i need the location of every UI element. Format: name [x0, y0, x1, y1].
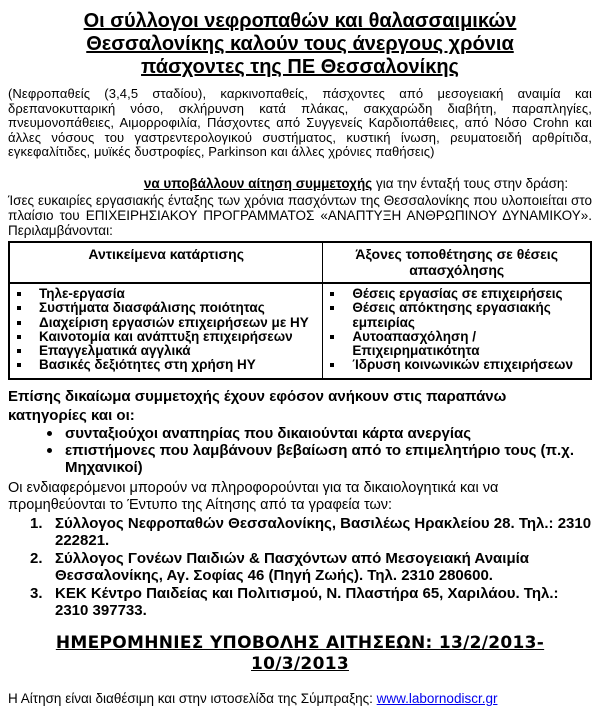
list-item: Ίδρυση κοινωνικών επιχειρήσεων — [325, 358, 588, 372]
offices-list — [8, 515, 592, 620]
list-item: Τηλε-εργασία — [12, 287, 320, 301]
office-item-3: ΚΕΚ Κέντρο Παιδείας και Πολιτισμού, Ν. Πλαστήρα 65, Χαριλάου. Τηλ.: 2310 397733. — [55, 584, 559, 620]
list-item: Θέσεις εργασίας σε επιχειρήσεις — [325, 287, 588, 301]
deadline-heading — [8, 633, 592, 675]
training-placement-table — [8, 241, 592, 380]
list-item: Καινοτομία και ανάπτυξη επιχειρήσεων — [12, 330, 320, 344]
list-item: Διαχείριση εργασιών επιχειρήσεων με ΗΥ — [12, 316, 320, 330]
table-body — [9, 283, 591, 379]
placement-items-list — [325, 287, 588, 373]
call-to-action-rest: για την ένταξή τους στην δράση: — [372, 175, 569, 191]
call-to-action-line — [8, 176, 592, 191]
title-line-3: πάσχοντες της ΠΕ Θεσσαλονίκης — [141, 56, 459, 78]
title-line-2: Θεσσαλονίκης καλούν τους άνεργους χρόνια — [86, 33, 514, 55]
call-to-action-emphasis: να υποβάλλουν αίτηση συμμετοχής — [143, 175, 373, 191]
footer-text: Η Αίτηση είναι διαθέσιμη και στην ιστοσελίδα της Σύμπραξης: — [8, 690, 377, 706]
table-cell-placement — [323, 283, 591, 379]
footer-line — [8, 691, 592, 707]
website-link[interactable]: www.labornodiscr.gr — [376, 690, 498, 706]
deadline-text: ΗΜΕΡΟΜΗΝΙΕΣ ΥΠΟΒΟΛΗΣ ΑΙΤΗΣΕΩΝ: 13/2/2013-10/3/2013 — [55, 632, 545, 674]
office-item-2: Σύλλογος Γονέων Παιδιών & Πασχόντων από Μεσογειακή Αναιμία Θεσσαλονίκης, Αγ. Σοφίας 46 (Πηγή Ζωής). Τηλ. 2310 280600. — [55, 549, 530, 585]
additional-eligibility-heading: Επίσης δικαίωμα συμμετοχής έχουν εφόσον ανήκουν στις παραπάνω κατηγορίες και οι: — [8, 387, 507, 424]
list-item: Συστήματα διασφάλισης ποιότητας — [12, 301, 320, 315]
list-item: Βασικές δεξιότητες στη χρήση ΗΥ — [12, 358, 320, 372]
table-header-training: Αντικείμενα κατάρτισης — [9, 242, 323, 283]
list-item: συνταξιούχοι αναπηρίας που δικαιούνται κάρτα ανεργίας — [8, 425, 592, 442]
training-items-list — [12, 287, 320, 373]
eligible-groups-paragraph: (Νεφροπαθείς (3,4,5 σταδίου), καρκινοπαθείς, πάσχοντες από μεσογειακή αναιμία και δρεπανοκυτταρική νόσο, σκλήρυνση κατά πλάκας, σακχαρώδη διαβήτη, παραπληγίες, πνευμονοπάθειες, Αιμορροφιλία, Πάσχοντες από Συγγενείς Καρδιοπάθειες, από Νόσο Crohn και άλλες νόσους του γαστρεντερολογικού συστήματος, κυστική ίνωση, ρευματοειδή αρθρίτιδα, εγκεφαλίτιδες, μυϊκές δυστροφίες, Parkinson και άλλες χρόνιες παθήσεις) — [8, 86, 592, 160]
list-item: Επαγγελματικά αγγλικά — [12, 344, 320, 358]
list-item: Αυτοαπασχόληση / Επιχειρηματικότητα — [325, 330, 588, 359]
table-header-placement: Άξονες τοποθέτησης σε θέσεις απασχόλησης — [323, 242, 591, 283]
page-title — [8, 10, 592, 79]
table-cell-training — [9, 283, 323, 379]
title-line-1: Οι σύλλογοι νεφροπαθών και θαλασσαιμικών — [83, 10, 517, 32]
table-header-row — [9, 242, 591, 283]
additional-eligibility-list — [8, 425, 592, 476]
program-paragraph: Ίσες ευκαιρίες εργασιακής ένταξης των χρόνια πασχόντων της Θεσσαλονίκης που υλοποιείται στο πλαίσιο του ΕΠΙΧΕΙΡΗΣΙΑΚΟΥ ΠΡΟΓΡΑΜΜΑΤΟΣ «ΑΝΑΠΤΥΞΗ ΑΝΘΡΩΠΙΝΟΥ ΔΥΝΑΜΙΚΟΥ». Περιλαμβάνονται: — [8, 192, 592, 238]
info-paragraph: Οι ενδιαφερόμενοι μπορούν να πληροφορούνται για τα δικαιολογητικά και να προμηθεύονται το Έντυπο της Αίτησης από τα γραφεία των: — [8, 479, 499, 514]
list-item: Θέσεις απόκτησης εργασιακής εμπειρίας — [325, 301, 588, 330]
list-item: επιστήμονες που λαμβάνουν βεβαίωση από το επιμελητήριο τους (π.χ. Μηχανικοί) — [8, 442, 592, 476]
office-item-1: Σύλλογος Νεφροπαθών Θεσσαλονίκης, Βασιλέως Ηρακλείου 28. Τηλ.: 2310 222821. — [55, 514, 592, 550]
